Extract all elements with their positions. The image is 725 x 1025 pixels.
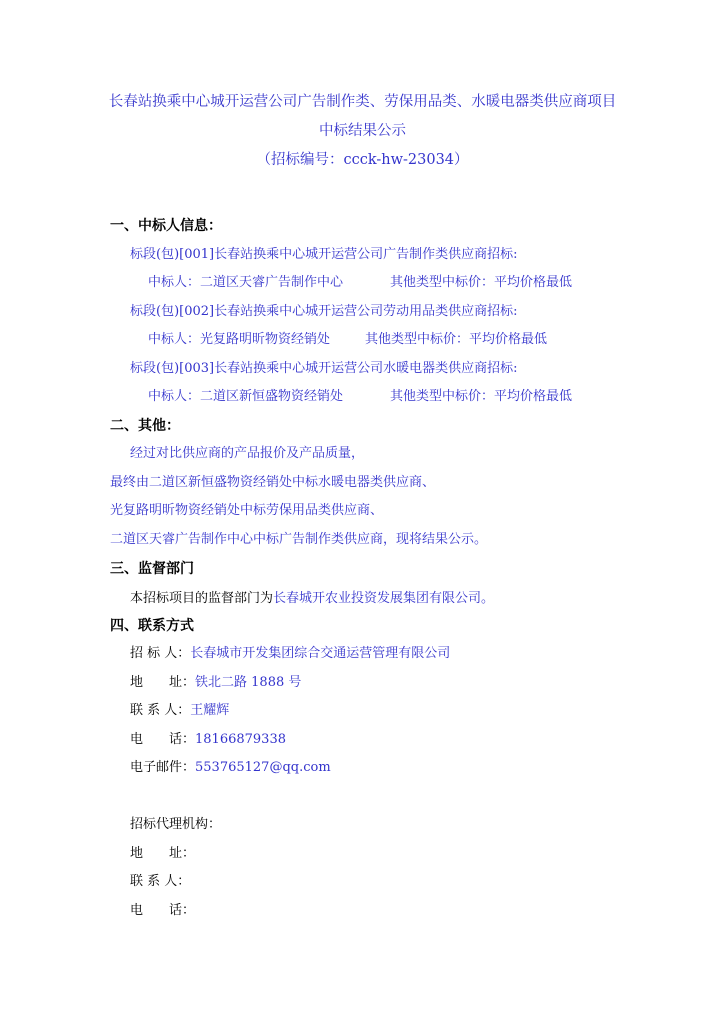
contact-email — [130, 758, 331, 778]
contact-label: 电子邮件： — [130, 760, 196, 775]
other-line-2: 最终由二道区新恒盛物资经销处中标水暖电器类供应商、 — [110, 475, 436, 490]
lot-1-winner: 中标人：二道区天睿广告制作中心 — [148, 275, 344, 290]
lot-2-description: 标段(包)[002]长春站换乘中心城开运营公司劳动用品类供应商招标: — [130, 304, 518, 319]
contact-phone — [130, 730, 286, 750]
contact-value: 铁北二路 1888 号 — [195, 675, 302, 690]
lot-1-price: 其他类型中标价：平均价格最低 — [390, 275, 573, 290]
contact-tenderer — [130, 644, 450, 664]
document-title-line1: 长春站换乘中心城开运营公司广告制作类、劳保用品类、水暖电器类供应商项目 — [108, 94, 617, 110]
section-heading-supervision: 三、监督部门 — [110, 561, 194, 577]
other-line-4: 二道区天睿广告制作中心中标广告制作类供应商，现将结果公示。 — [110, 532, 488, 547]
contact-label: 联 系 人： — [130, 703, 191, 718]
section-heading-other: 二、其他： — [110, 418, 180, 434]
agent-phone-label: 电 话： — [130, 903, 196, 918]
section-heading-winners: 一、中标人信息： — [110, 218, 222, 234]
supervision-prefix: 本招标项目的监督部门为 — [130, 591, 274, 606]
contact-value: 长春城市开发集团综合交通运营管理有限公司 — [190, 646, 451, 661]
section-heading-contact: 四、联系方式 — [110, 618, 194, 634]
lot-1-description: 标段(包)[001]长春站换乘中心城开运营公司广告制作类供应商招标: — [130, 247, 518, 262]
contact-email-value[interactable]: 553765127@qq.com — [195, 760, 331, 775]
lot-3-winner: 中标人：二道区新恒盛物资经销处 — [148, 389, 344, 404]
contact-address — [130, 673, 301, 693]
supervision-statement — [130, 589, 494, 609]
contact-value: 王耀辉 — [190, 703, 230, 718]
supervision-organization: 长春城开农业投资发展集团有限公司。 — [273, 591, 495, 606]
agent-address-label: 地 址： — [130, 846, 196, 861]
contact-label: 地 址： — [130, 675, 196, 690]
other-line-3: 光复路明昕物资经销处中标劳保用品类供应商、 — [110, 503, 384, 518]
agent-heading: 招标代理机构： — [130, 817, 222, 832]
contact-label: 电 话： — [130, 732, 196, 747]
agent-contact-label: 联 系 人： — [130, 874, 191, 889]
document-title-line2: 中标结果公示 — [319, 123, 406, 139]
contact-label: 招 标 人： — [130, 646, 191, 661]
contact-value: 18166879338 — [195, 732, 286, 747]
other-line-1: 经过对比供应商的产品报价及产品质量， — [130, 446, 365, 461]
lot-3-description: 标段(包)[003]长春站换乘中心城开运营公司水暖电器类供应商招标: — [130, 361, 518, 376]
lot-2-price: 其他类型中标价：平均价格最低 — [365, 332, 548, 347]
lot-2-winner: 中标人：光复路明昕物资经销处 — [148, 332, 331, 347]
contact-person — [130, 701, 229, 721]
lot-3-price: 其他类型中标价：平均价格最低 — [390, 389, 573, 404]
tender-number: （招标编号：ccck-hw-23034） — [256, 152, 469, 168]
